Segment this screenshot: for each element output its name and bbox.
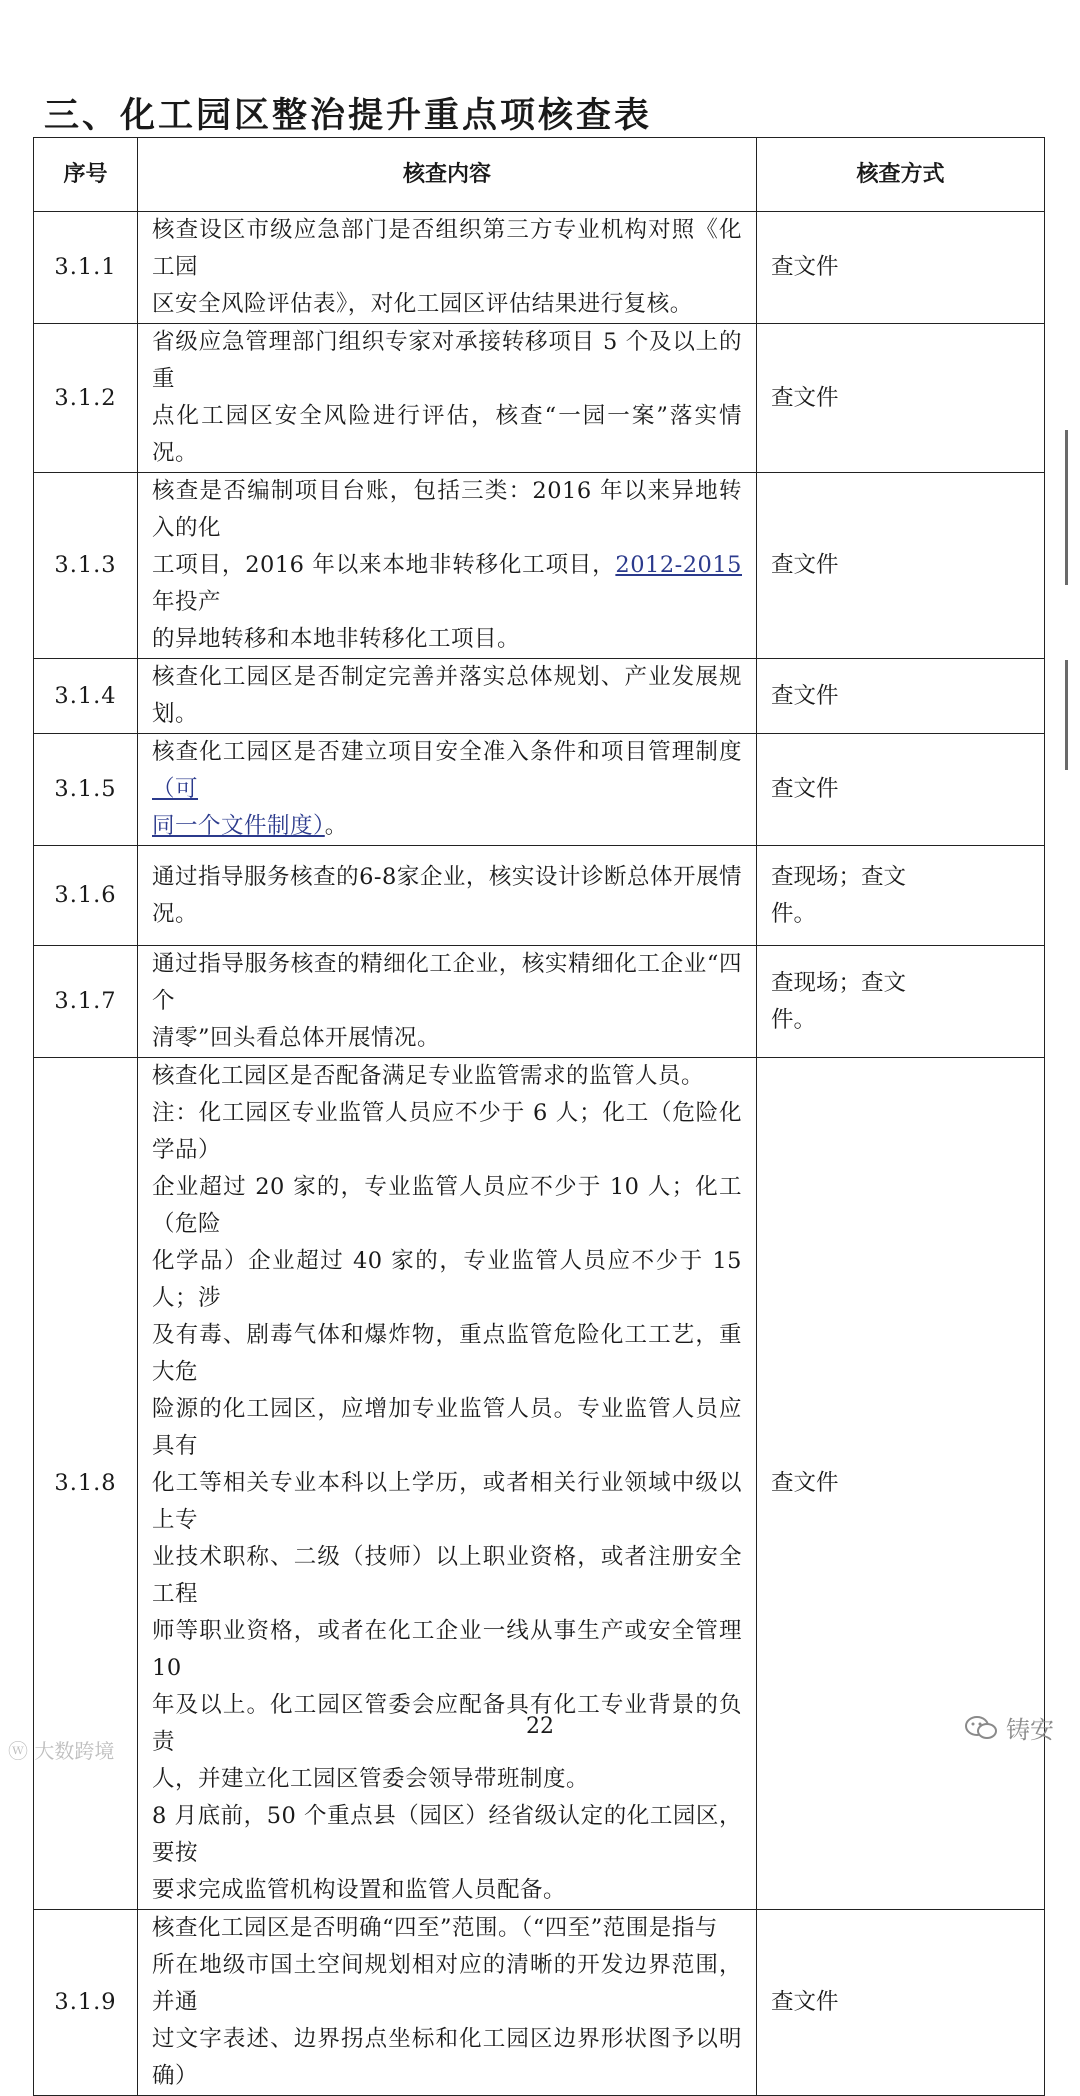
row-method: 查文件 [757,659,1045,734]
row-num: 3.1.5 [34,734,138,846]
table-row [34,734,1045,846]
weibo-icon: ⓦ [8,1739,28,1763]
row-content: 核查是否编制项目台账，包括三类：2016 年以来异地转入的化 工项目，2016 年以来本地非转移化工项目，2012-2015 年投产 的异地转移和本地非转移化工项目。 [138,473,757,659]
row-content: 核查化工园区是否明确“四至”范围。（“四至”范围是指与 所在地级市国土空间规划相对应的清晰的开发边界范围，并通 过文字表述、边界拐点坐标和化工园区边界形状图予以明确） [138,1910,757,2096]
scroll-edge-mark [1065,660,1068,770]
inspection-table [33,137,1045,2096]
table-header-row [34,138,1045,212]
row-method: 查文件 [757,324,1045,473]
row-content: 通过指导服务核查的6-8家企业，核实设计诊断总体开展情况。 [138,846,757,946]
row-method: 查文件 [757,1910,1045,2096]
row-method: 查文件 [757,1058,1045,1910]
table-row [34,846,1045,946]
table-row [34,659,1045,734]
row-method: 查文件 [757,734,1045,846]
row-num: 3.1.8 [34,1058,138,1910]
row-num: 3.1.9 [34,1910,138,2096]
row-method: 查文件 [757,212,1045,324]
row-num: 3.1.4 [34,659,138,734]
row-content: 核查化工园区是否制定完善并落实总体规划、产业发展规划。 [138,659,757,734]
row-num: 3.1.1 [34,212,138,324]
row-num: 3.1.2 [34,324,138,473]
page-number: 22 [526,1714,554,1739]
table-row [34,324,1045,473]
table-row [34,946,1045,1058]
page-title: 三、化工园区整治提升重点项核查表 [44,96,653,136]
row-content: 核查化工园区是否建立项目安全准入条件和项目管理制度（可 同一个文件制度）。 [138,734,757,846]
row-content: 省级应急管理部门组织专家对承接转移项目 5 个及以上的重 点化工园区安全风险进行评估，核查“一园一案”落实情况。 [138,324,757,473]
row-method: 查现场；查文 件。 [757,846,1045,946]
scroll-edge-mark [1065,430,1068,585]
row-num: 3.1.3 [34,473,138,659]
wechat-icon [964,1715,998,1741]
row-method: 查现场；查文 件。 [757,946,1045,1058]
header-num: 序号 [34,138,138,212]
table-row [34,473,1045,659]
table-row [34,212,1045,324]
row-content: 通过指导服务核查的精细化工企业，核实精细化工企业“四个 清零”回头看总体开展情况。 [138,946,757,1058]
link-note-b[interactable]: 同一个文件制度） [152,813,325,839]
header-content: 核查内容 [138,138,757,212]
table-row [34,1910,1045,2096]
row-num: 3.1.7 [34,946,138,1058]
watermark-left: ⓦ 大数跨境 [8,1739,115,1763]
header-method: 核查方式 [757,138,1045,212]
link-years[interactable]: 2012-2015 [615,552,742,578]
row-content: 核查设区市级应急部门是否组织第三方专业机构对照《化工园 区安全风险评估表》，对化工园区评估结果进行复核。 [138,212,757,324]
link-note-a[interactable]: （可 [152,776,199,802]
row-num: 3.1.6 [34,846,138,946]
watermark-right: 铸安 [964,1710,1054,1745]
row-content: 核查化工园区是否配备满足专业监管需求的监管人员。 注：化工园区专业监管人员应不少于 6 人；化工（危险化学品） 企业超过 20 家的，专业监管人员应不少于 10 人；化工（危险 化学品）企业超过 40 家的，专业监管人员应不少于 15 人；涉 及有毒、剧毒气体和爆炸物，重点监管危险化工工艺，重大危 险源的化工园区，应增加专业监管人员。专业监管人员应具有 化工等相关专业本科以上学历，或者相关行业领域中级以上专 业技术职称、二级（技师）以上职业资格，或者注册安全工程 师等职业资格，或者在化工企业一线从事生产或安全管理 10 年及以上。化工园区管委会应配备具有化工专业背景的负责 人，并建立化工园区管委会领导带班制度。 8 月底前，50 个重点县（园区）经省级认定的化工园区，要按 要求完成监管机构设置和监管人员配备。 [138,1058,757,1910]
table-row [34,1058,1045,1910]
row-method: 查文件 [757,473,1045,659]
